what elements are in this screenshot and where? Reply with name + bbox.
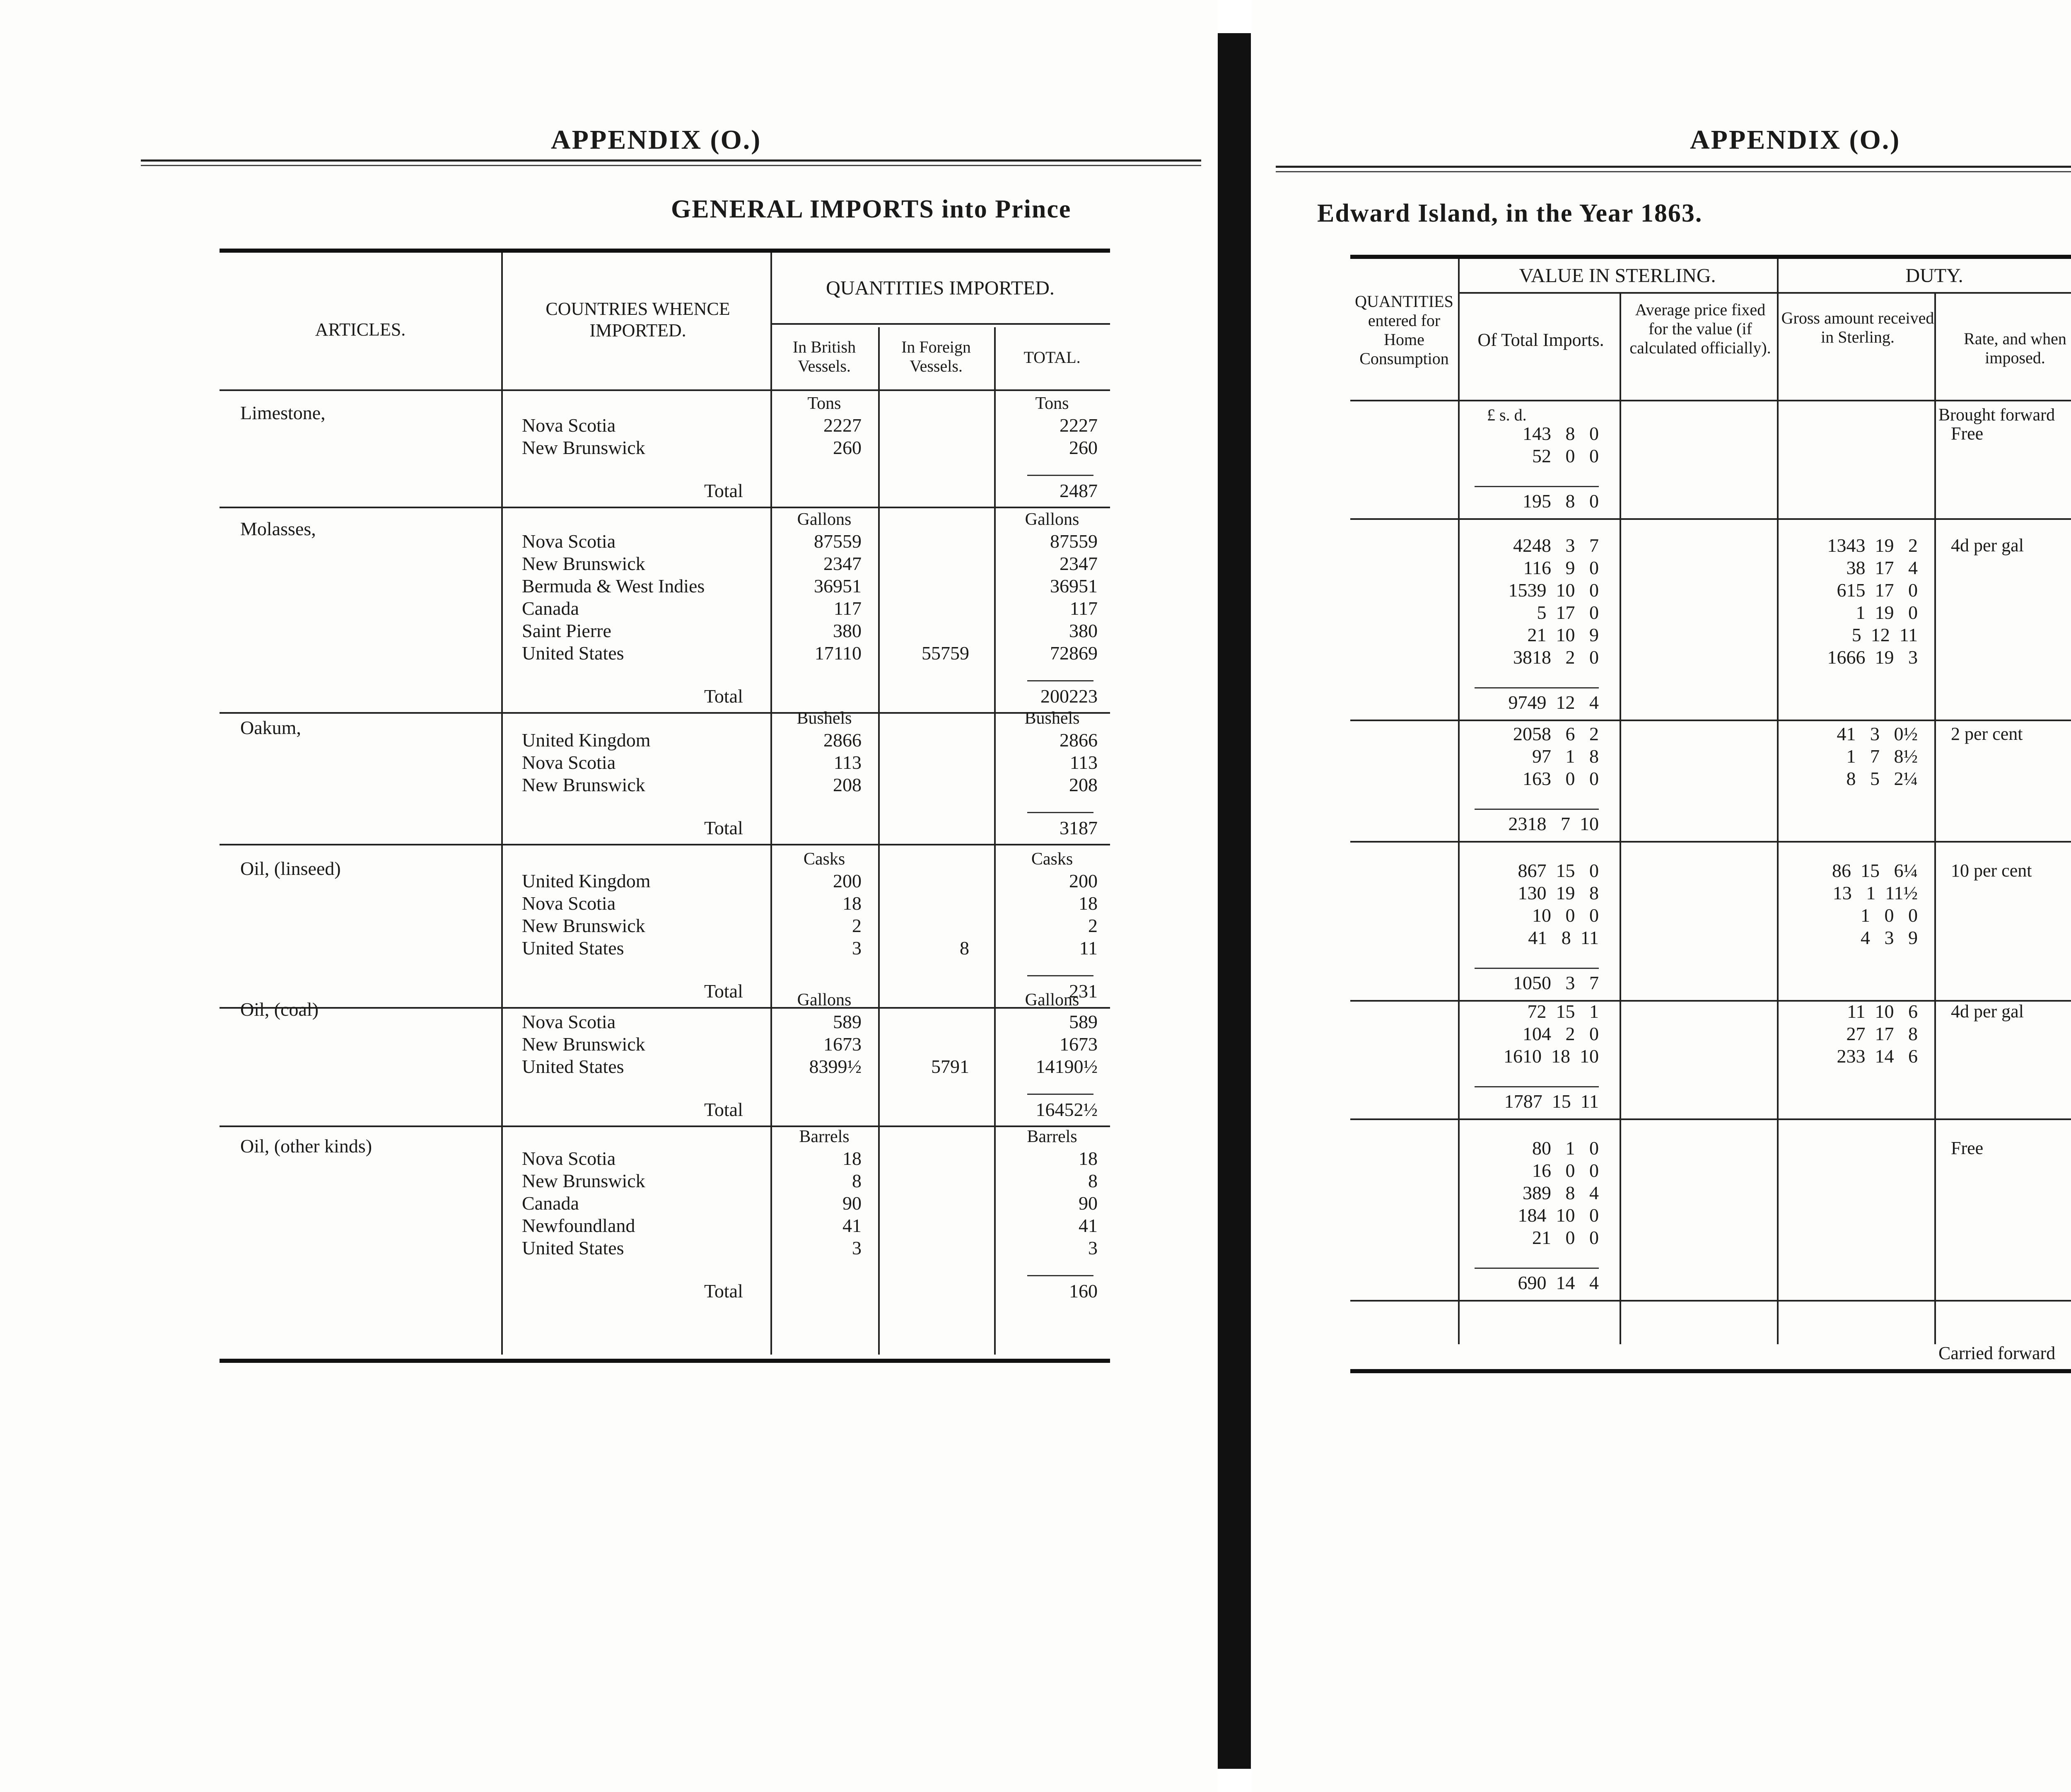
foreign-qty: 8 [960, 937, 969, 959]
country-name: Nova Scotia [522, 415, 616, 436]
total-label: Total [704, 1099, 743, 1120]
total-label: Total [704, 981, 743, 1002]
gross-duty-amount: 4 3 9 [1861, 927, 1918, 948]
total-qty: 2347 [1060, 553, 1098, 574]
british-qty: 17110 [814, 642, 862, 664]
group-total-qty: 160 [1069, 1280, 1098, 1302]
value-of-total-imports: 1610 18 10 [1504, 1046, 1599, 1067]
unit-label-total: Gallons [1025, 990, 1079, 1010]
total-qty: 90 [1079, 1193, 1098, 1214]
col-header-home-consumption: QUANTITIES entered for Home Consumption [1355, 292, 1453, 368]
total-qty: 41 [1079, 1215, 1098, 1236]
value-of-total-imports: 3818 2 0 [1513, 647, 1599, 668]
gross-duty-amount: 1343 19 2 [1827, 535, 1918, 556]
appendix-title-left: APPENDIX (O.) [551, 125, 762, 155]
country-name: New Brunswick [522, 915, 645, 936]
duty-rate: Free [1951, 1138, 1984, 1158]
group-separator [220, 1007, 1110, 1009]
col-header-british: In British Vessels. [792, 338, 856, 375]
unit-label-british: Casks [803, 850, 845, 869]
gross-duty-amount: 86 15 6¼ [1832, 860, 1918, 881]
gross-duty-amount: 8 5 2¼ [1846, 768, 1918, 789]
unit-label-british: Gallons [797, 510, 852, 529]
total-qty: 36951 [1050, 575, 1098, 597]
sum-rule [1475, 1086, 1599, 1087]
sum-rule [1027, 1275, 1093, 1276]
total-qty: 380 [1069, 620, 1098, 641]
total-qty: 18 [1079, 1148, 1098, 1169]
country-name: United States [522, 1237, 624, 1258]
british-qty: 8399½ [809, 1056, 862, 1077]
total-qty: 589 [1069, 1011, 1098, 1032]
sum-rule [1475, 1268, 1599, 1269]
gross-duty-amount: 5 12 11 [1851, 624, 1918, 645]
col-header-countries: COUNTRIES WHENCE IMPORTED. [546, 299, 730, 341]
value-of-total-imports: 21 10 9 [1527, 624, 1599, 645]
col-header-rate: Rate, and when imposed. [1964, 329, 2066, 367]
group-total-value: 1050 3 7 [1513, 972, 1599, 993]
gross-duty-amount: 27 17 8 [1846, 1023, 1918, 1044]
value-of-total-imports: 16 0 0 [1532, 1160, 1599, 1181]
sum-rule [1027, 812, 1093, 813]
duty-rate: Free [1951, 423, 1984, 444]
col-header-value-sterling: VALUE IN STERLING. [1519, 265, 1716, 287]
sum-rule [1475, 968, 1599, 969]
group-total-value: 2318 7 10 [1508, 813, 1599, 834]
british-qty: 18 [842, 893, 862, 914]
gross-duty-amount: 1 7 8½ [1846, 746, 1918, 767]
british-qty: 36951 [814, 575, 862, 597]
group-separator [220, 507, 1110, 508]
british-qty: 113 [833, 752, 862, 773]
article-name: Limestone, [240, 402, 326, 423]
appendix-title-right: APPENDIX (O.) [1690, 125, 1901, 155]
unit-label-total: Barrels [1027, 1127, 1077, 1146]
sum-rule [1027, 975, 1093, 976]
group-separator [1350, 841, 2071, 843]
value-of-total-imports: 130 19 8 [1518, 882, 1599, 903]
sum-rule [1475, 687, 1599, 688]
article-name: Molasses, [240, 518, 316, 539]
duty-rate: 4d per gal [1951, 535, 2024, 555]
total-label: Total [704, 480, 743, 501]
sum-rule [1027, 475, 1093, 476]
right-page [1251, 0, 2071, 1792]
unit-label-british: Tons [807, 394, 841, 413]
gross-duty-amount: 13 1 11½ [1832, 882, 1918, 903]
col-header-average-price: Average price fixed for the value (if calculated officially). [1629, 300, 1771, 357]
british-qty: 2866 [823, 729, 862, 751]
article-name: Oil, (other kinds) [240, 1135, 372, 1157]
value-of-total-imports: 80 1 0 [1532, 1138, 1599, 1159]
foreign-qty: 5791 [931, 1056, 969, 1077]
total-qty: 87559 [1050, 531, 1098, 552]
gross-duty-amount: 1 0 0 [1861, 905, 1918, 926]
value-of-total-imports: 41 8 11 [1528, 927, 1599, 948]
country-name: Bermuda & West Indies [522, 575, 705, 597]
duty-rate: 10 per cent [1951, 860, 2032, 881]
group-total-value: 195 8 0 [1523, 490, 1599, 512]
country-name: Canada [522, 598, 579, 619]
article-name: Oil, (linseed) [240, 858, 341, 879]
group-total-qty: 2487 [1060, 480, 1098, 501]
article-name: Oakum, [240, 717, 301, 738]
country-name: New Brunswick [522, 1170, 645, 1191]
group-total-value: 1787 15 11 [1504, 1091, 1599, 1112]
value-of-total-imports: 72 15 1 [1527, 1001, 1599, 1022]
country-name: Newfoundland [522, 1215, 635, 1236]
value-of-total-imports: 4248 3 7 [1513, 535, 1599, 556]
total-qty: 11 [1079, 937, 1098, 959]
group-separator [1350, 1300, 2071, 1302]
group-separator [1350, 518, 2071, 520]
group-separator [1350, 1118, 2071, 1120]
british-qty: 3 [852, 1237, 862, 1258]
country-name: New Brunswick [522, 1034, 645, 1055]
col-header-foreign: In Foreign Vessels. [901, 338, 971, 375]
imports-table-left [220, 249, 1110, 1363]
country-name: New Brunswick [522, 437, 645, 458]
sum-rule [1475, 486, 1599, 487]
unit-label-total: Bushels [1024, 709, 1080, 728]
total-qty: 260 [1069, 437, 1098, 458]
british-qty: 589 [833, 1011, 862, 1032]
british-qty: 200 [833, 870, 862, 891]
col-header-articles: ARTICLES. [315, 319, 406, 340]
sum-rule [1475, 809, 1599, 810]
total-qty: 117 [1069, 598, 1098, 619]
group-separator [1350, 720, 2071, 721]
col-header-quantities: QUANTITIES IMPORTED. [826, 277, 1055, 299]
british-qty: 1673 [823, 1034, 862, 1055]
group-total-value: 9749 12 4 [1508, 692, 1599, 713]
value-of-total-imports: 1539 10 0 [1508, 580, 1599, 601]
value-of-total-imports: 143 8 0 [1523, 423, 1599, 444]
book-spine [1218, 33, 1251, 1769]
country-name: Nova Scotia [522, 1148, 616, 1169]
article-name: Oil, (coal) [240, 999, 319, 1020]
british-qty: 260 [833, 437, 862, 458]
country-name: Nova Scotia [522, 752, 616, 773]
british-qty: 87559 [814, 531, 862, 552]
british-qty: 208 [833, 774, 862, 795]
sum-rule [1027, 1094, 1093, 1095]
country-name: Nova Scotia [522, 1011, 616, 1032]
gross-duty-amount: 38 17 4 [1846, 557, 1918, 578]
country-name: Nova Scotia [522, 531, 616, 552]
british-qty: 90 [842, 1193, 862, 1214]
gross-duty-amount: 41 3 0½ [1837, 723, 1918, 744]
british-qty: 2 [852, 915, 862, 936]
total-qty: 8 [1088, 1170, 1098, 1191]
duty-rate: 2 per cent [1951, 724, 2023, 744]
country-name: New Brunswick [522, 774, 645, 795]
group-separator [220, 712, 1110, 714]
value-of-total-imports: 10 0 0 [1532, 905, 1599, 926]
british-qty: 380 [833, 620, 862, 641]
total-qty: 3 [1088, 1237, 1098, 1258]
country-name: Nova Scotia [522, 893, 616, 914]
british-qty: 117 [833, 598, 862, 619]
country-name: Saint Pierre [522, 620, 611, 641]
total-label: Total [704, 1280, 743, 1302]
value-of-total-imports: 389 8 4 [1523, 1182, 1599, 1203]
group-total-qty: 231 [1069, 981, 1098, 1002]
unit-label-total: Gallons [1025, 510, 1079, 529]
header-rule-right [1276, 166, 2071, 168]
total-qty: 200 [1069, 870, 1098, 891]
header-rule-left-2 [141, 165, 1201, 166]
foreign-qty: 55759 [922, 642, 969, 664]
lsd-units: £ s. d. [1487, 406, 1527, 424]
british-qty: 8 [852, 1170, 862, 1191]
gross-duty-amount: 615 17 0 [1837, 580, 1918, 601]
group-separator [220, 1125, 1110, 1127]
value-of-total-imports: 104 2 0 [1523, 1023, 1599, 1044]
group-total-value: 690 14 4 [1518, 1272, 1599, 1293]
group-total-qty: 16452½ [1036, 1099, 1098, 1120]
group-total-qty: 200223 [1040, 686, 1098, 707]
total-qty: 72869 [1050, 642, 1098, 664]
total-qty: 2866 [1060, 729, 1098, 751]
country-name: Canada [522, 1193, 579, 1214]
country-name: United States [522, 1056, 624, 1077]
group-separator [220, 844, 1110, 845]
total-qty: 1673 [1060, 1034, 1098, 1055]
total-label: Total [704, 686, 743, 707]
value-of-total-imports: 867 15 0 [1518, 860, 1599, 881]
col-header-gross-amount: Gross amount received in Sterling. [1781, 309, 1934, 346]
col-header-of-total-imports: Of Total Imports. [1477, 330, 1604, 350]
total-qty: 208 [1069, 774, 1098, 795]
total-qty: 2 [1088, 915, 1098, 936]
unit-label-total: Tons [1035, 394, 1069, 413]
group-total-qty: 3187 [1060, 817, 1098, 838]
value-of-total-imports: 163 0 0 [1523, 768, 1599, 789]
brought-forward-label: Brought forward [1938, 406, 2055, 425]
page-heading-right: Edward Island, in the Year 1863. [1317, 199, 1703, 227]
country-name: United States [522, 642, 624, 664]
total-qty: 113 [1069, 752, 1098, 773]
value-of-total-imports: 97 1 8 [1532, 746, 1599, 767]
british-qty: 2227 [823, 415, 862, 436]
country-name: United States [522, 937, 624, 959]
sum-rule [1027, 680, 1093, 681]
british-qty: 41 [842, 1215, 862, 1236]
page-heading-left: GENERAL IMPORTS into Prince [671, 195, 1072, 223]
british-qty: 18 [842, 1148, 862, 1169]
gross-duty-amount: 11 10 6 [1847, 1001, 1918, 1022]
country-name: New Brunswick [522, 553, 645, 574]
unit-label-british: Gallons [797, 990, 852, 1010]
total-label: Total [704, 817, 743, 838]
value-of-total-imports: 21 0 0 [1532, 1227, 1599, 1248]
unit-label-british: Barrels [799, 1127, 850, 1146]
total-qty: 2227 [1060, 415, 1098, 436]
unit-label-total: Casks [1031, 850, 1073, 869]
imports-table-right [1350, 255, 2071, 1373]
header-rule-left [141, 159, 1201, 162]
carried-forward-label: Carried forward [1938, 1343, 2056, 1363]
british-qty: 2347 [823, 553, 862, 574]
total-qty: 14190½ [1036, 1056, 1098, 1077]
value-of-total-imports: 5 17 0 [1537, 602, 1599, 623]
col-header-total: TOTAL. [1023, 348, 1081, 367]
country-name: United Kingdom [522, 870, 651, 891]
col-header-duty: DUTY. [1905, 265, 1963, 287]
header-rule-right-2 [1276, 171, 2071, 172]
value-of-total-imports: 2058 6 2 [1513, 723, 1599, 744]
value-of-total-imports: 184 10 0 [1518, 1205, 1599, 1226]
total-qty: 18 [1079, 893, 1098, 914]
value-of-total-imports: 116 9 0 [1523, 557, 1599, 578]
value-of-total-imports: 52 0 0 [1532, 445, 1599, 466]
gross-duty-amount: 1666 19 3 [1827, 647, 1918, 668]
british-qty: 3 [852, 937, 862, 959]
gross-duty-amount: 233 14 6 [1837, 1046, 1918, 1067]
gross-duty-amount: 1 19 0 [1856, 602, 1918, 623]
unit-label-british: Bushels [797, 709, 852, 728]
country-name: United Kingdom [522, 729, 651, 751]
duty-rate: 4d per gal [1951, 1001, 2024, 1022]
